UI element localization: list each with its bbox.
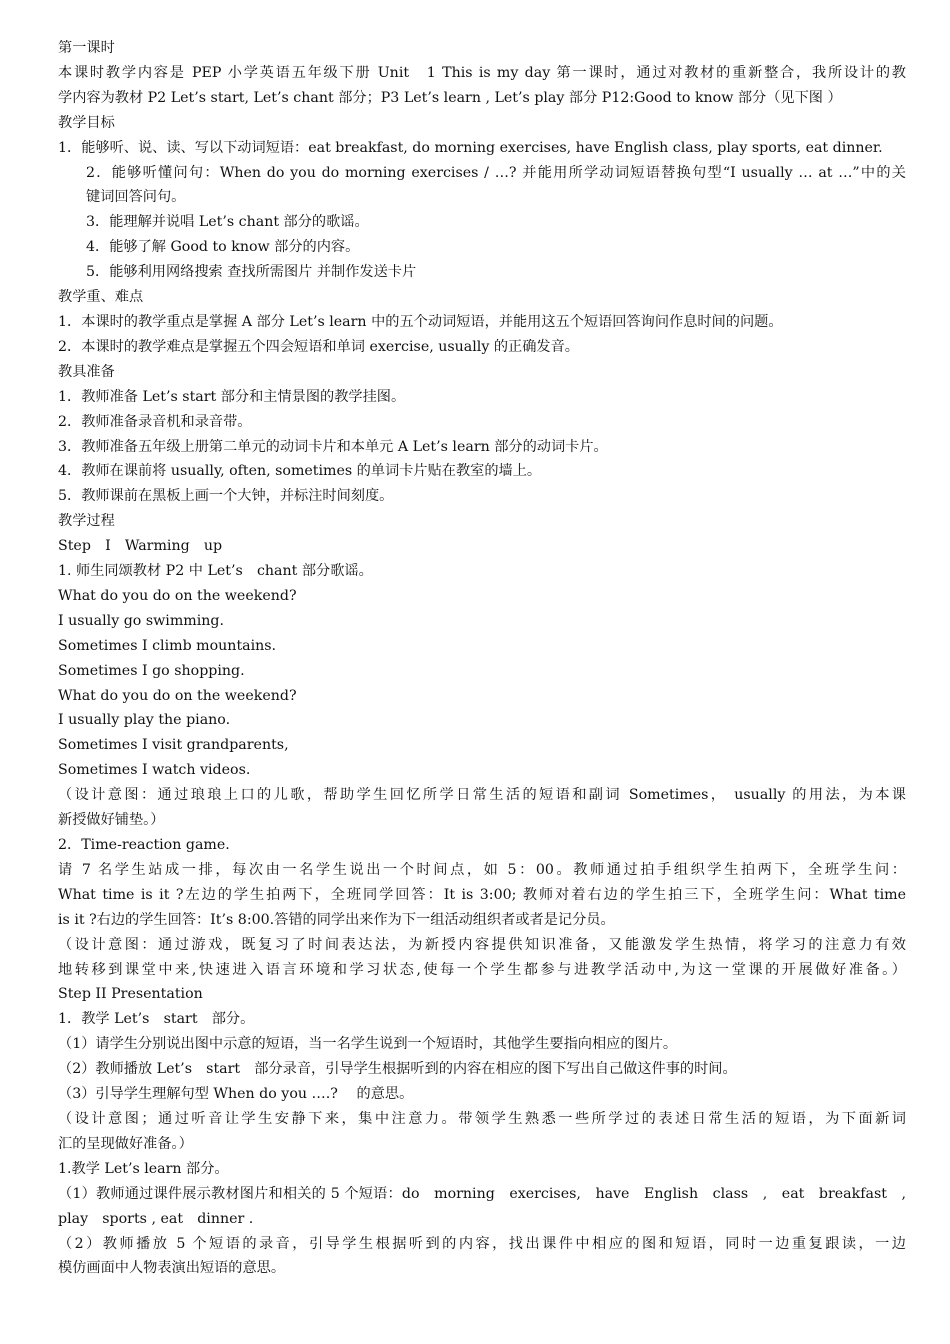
step-2-item-1: 1．教学 Let’s start 部分。 [58, 1011, 255, 1028]
design-intent-1-cont: 新授做好铺垫。） [58, 812, 165, 829]
objective-1: 1．能够听、说、读、写以下动词短语：eat breakfast, do morning exercises, have English class, play sports, eat dinner. [58, 139, 883, 156]
intro-line-2: 学内容为教材 P2 Let’s start, Let’s chant 部分；P3 Let’s learn , Let’s play 部分 P12:Good to know 部分（见下图 ） [58, 89, 842, 106]
learn-sub-2-cont: 模仿画面中人物表演出短语的意思。 [58, 1260, 286, 1277]
step-2-sub-1: （1）请学生分别说出图中示意的短语，当一名学生说到一个短语时，其他学生要指向相应的图片。 [58, 1036, 678, 1053]
chant-line-1: What do you do on the weekend? [58, 587, 297, 604]
objective-4: 4．能够了解 Good to know 部分的内容。 [86, 239, 360, 256]
chant-line-7: Sometimes I visit grandparents, [58, 737, 289, 754]
step-1-item-1: 1. 师生同颂教材 P2 中 Let’s chant 部分歌谣。 [58, 563, 373, 580]
design-intent-2: （设计意图：通过游戏，既复习了时间表达法，为新授内容提供知识准备，又能激发学生热情，将学习的注意力有效 [58, 936, 906, 953]
objective-2: 2．能够听懂问句：When do you do morning exercises / …? 并能用所学动词短语替换句型“I usually … at …”中的关 [86, 164, 906, 181]
step-2-sub-3: （3）引导学生理解句型 When do you ….? 的意思。 [58, 1086, 414, 1103]
learn-sub-1-cont: play sports , eat dinner . [58, 1210, 254, 1227]
game-line-3: is it ?右边的学生回答：It’s 8:00.答错的同学出来作为下一组活动组织者或者是记分员。 [58, 911, 615, 928]
design-intent-3: （设计意图；通过听音让学生安静下来，集中注意力。带领学生熟悉一些所学过的表述日常生活的短语，为下面新词 [58, 1110, 906, 1127]
chant-line-3: Sometimes I climb mountains. [58, 637, 277, 654]
chant-line-8: Sometimes I watch videos. [58, 762, 251, 779]
key-point-1: 1．本课时的教学重点是掌握 A 部分 Let’s learn 中的五个动词短语，并能用这五个短语回答询问作息时间的问题。 [58, 313, 783, 330]
game-line-1: 请 7 名学生站成一排，每次由一名学生说出一个时间点，如 5：00。教师通过拍手组织学生拍两下，全班学生问： [58, 861, 906, 878]
heading-objectives: 教学目标 [58, 114, 115, 131]
objective-3: 3．能理解并说唱 Let’s chant 部分的歌谣。 [86, 214, 369, 231]
chant-line-5: What do you do on the weekend? [58, 687, 297, 704]
heading-materials: 教具准备 [58, 363, 115, 380]
game-line-2: What time is it ?左边的学生拍两下，全班同学回答：It is 3:00; 教师对着右边的学生拍三下，全班学生问：What time [58, 886, 906, 903]
step-1-item-2: 2．Time-reaction game. [58, 837, 230, 853]
objective-5: 5．能够利用网络搜索 查找所需图片 并制作发送卡片 [86, 264, 417, 281]
step-1-heading: Step I Warming up [58, 538, 223, 555]
design-intent-1: （设计意图：通过琅琅上口的儿歌，帮助学生回忆所学日常生活的短语和副词 Sometimes， usually 的用法，为本课 [58, 787, 906, 804]
heading-key-points: 教学重、难点 [58, 289, 144, 306]
material-3: 3．教师准备五年级上册第二单元的动词卡片和本单元 A Let’s learn 部分的动词卡片。 [58, 438, 608, 455]
heading-process: 教学过程 [58, 513, 115, 530]
lesson-title: 第一课时 [58, 40, 115, 56]
chant-line-2: I usually go swimming. [58, 612, 224, 629]
material-5: 5．教师课前在黑板上画一个大钟，并标注时间刻度。 [58, 488, 394, 505]
learn-sub-2: （2）教师播放 5 个短语的录音，引导学生根据听到的内容，找出课件中相应的图和短语，同时一边重复跟读，一边 [58, 1235, 906, 1252]
key-point-2: 2．本课时的教学难点是掌握五个四会短语和单词 exercise, usually 的正确发音。 [58, 338, 579, 355]
objective-2-cont: 键词回答问句。 [86, 189, 186, 206]
material-1: 1．教师准备 Let’s start 部分和主情景图的教学挂图。 [58, 388, 406, 405]
learn-sub-1: （1）教师通过课件展示教材图片和相关的 5 个短语：do morning exercises, have English class , eat breakfast , [58, 1185, 906, 1202]
design-intent-2-cont: 地转移到课堂中来,快速进入语言环境和学习状态,使每一个学生都参与进教学活动中,为这一堂课的开展做好准备。） [58, 961, 906, 978]
intro-line-1: 本课时教学内容是 PEP 小学英语五年级下册 Unit 1 This is my day 第一课时，通过对教材的重新整合，我所设计的教 [58, 64, 906, 81]
design-intent-3-cont: 汇的呈现做好准备。） [58, 1135, 193, 1152]
material-4: 4．教师在课前将 usually, often, sometimes 的单词卡片贴在教室的墙上。 [58, 463, 542, 480]
chant-line-6: I usually play the piano. [58, 712, 231, 729]
step-2-sub-2: （2）教师播放 Let’s start 部分录音，引导学生根据听到的内容在相应的图下写出自己做这件事的时间。 [58, 1061, 737, 1078]
step-2-item-2: 1.教学 Let’s learn 部分。 [58, 1160, 229, 1177]
material-2: 2．教师准备录音机和录音带。 [58, 413, 252, 430]
chant-line-4: Sometimes I go shopping. [58, 662, 245, 679]
step-2-heading: Step II Presentation [58, 986, 203, 1003]
